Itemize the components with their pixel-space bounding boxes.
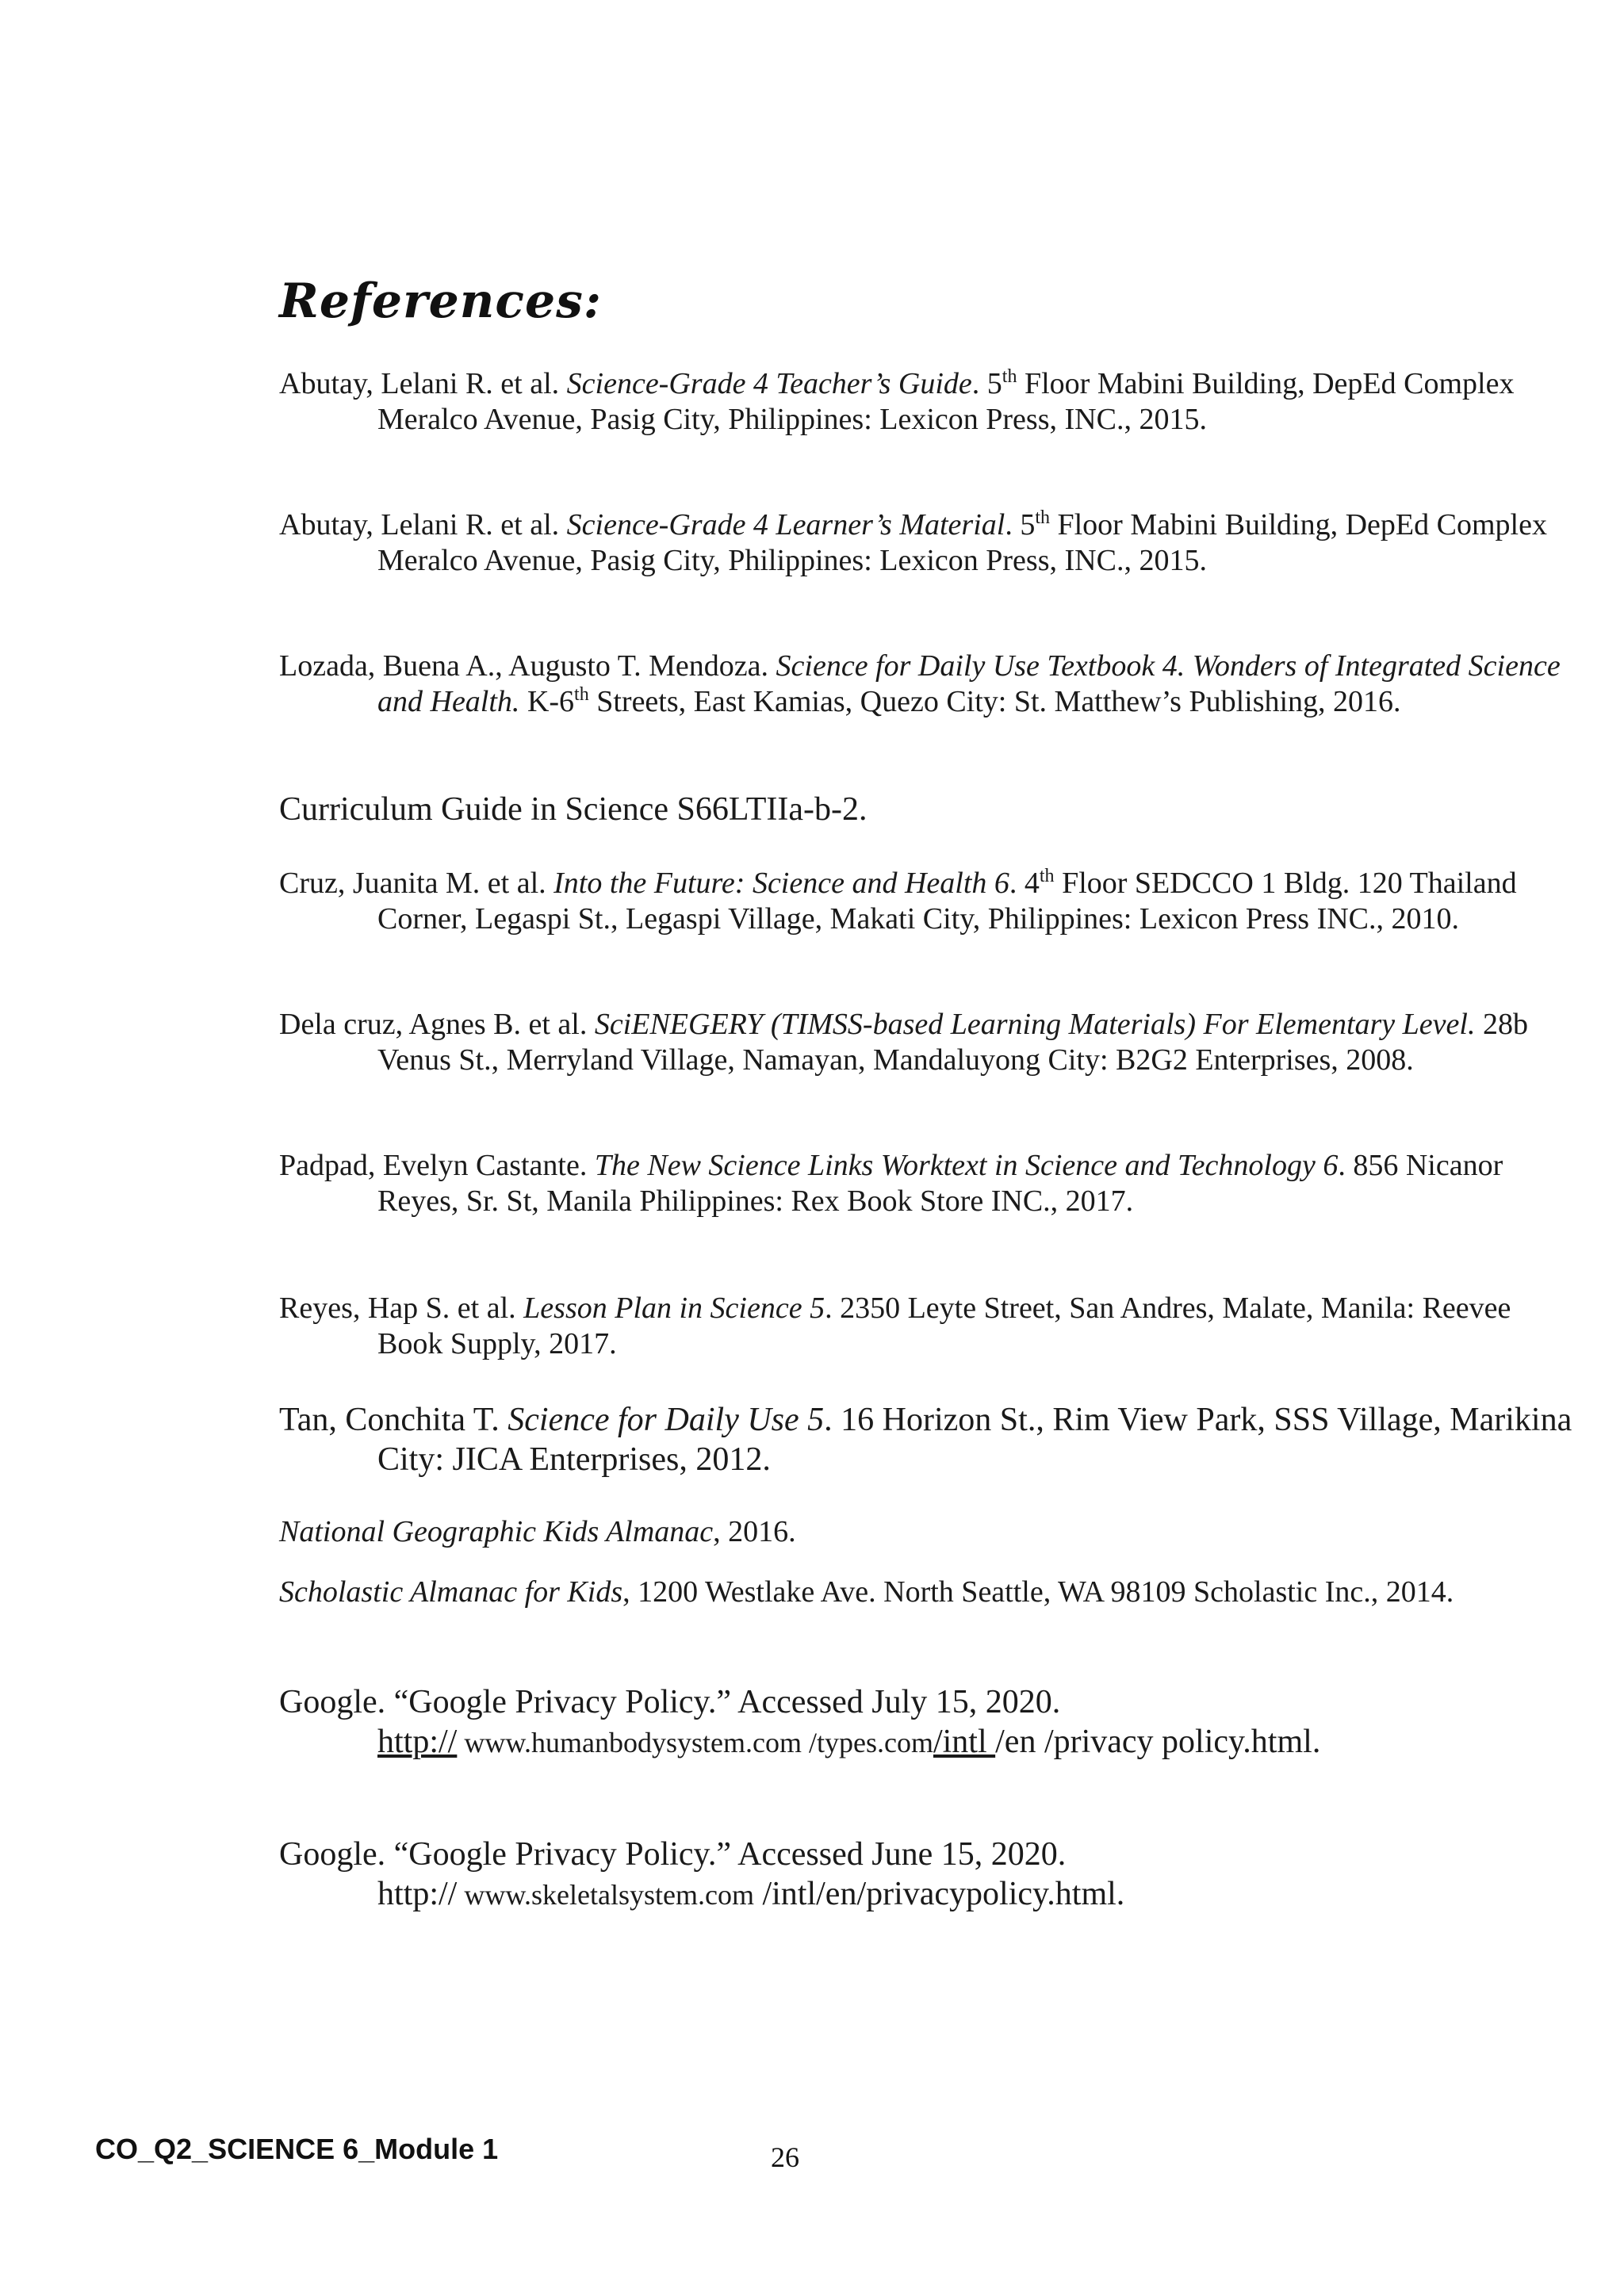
reference-title: SciENEGERY (TIMSS-based Learning Materials) For Elementary Level. xyxy=(594,1008,1476,1041)
reference-title: Into the Future: Science and Health 6 xyxy=(553,867,1009,900)
reference-entry xyxy=(279,1514,1583,1550)
reference-url: http:// xyxy=(377,1876,458,1912)
reference-entry xyxy=(279,366,1583,438)
reference-url: /en /privacy policy.html. xyxy=(995,1724,1321,1760)
reference-title: Science-Grade 4 Learner’s Material xyxy=(566,508,1005,541)
reference-superscript: th xyxy=(574,684,589,705)
reference-details: . 2350 Leyte Street, San Andres, Malate, Manila: Reevee Book Supply, 2017. xyxy=(377,1292,1511,1360)
reference-link[interactable]: http:// xyxy=(377,1724,458,1760)
reference-author: Reyes, Hap S. et al. xyxy=(279,1292,524,1325)
reference-entry xyxy=(279,1007,1583,1078)
reference-details: . 856 Nicanor Reyes, Sr. St, Manila Philippines: Rex Book Store INC., 2017. xyxy=(377,1149,1503,1218)
reference-title: Science-Grade 4 Teacher’s Guide xyxy=(566,367,972,400)
reference-text: K-6 xyxy=(519,685,575,718)
reference-text: Curriculum Guide in Science S66LTIIa-b-2. xyxy=(279,791,868,828)
reference-details: Streets, East Kamias, Quezo City: St. Matthew’s Publishing, 2016. xyxy=(588,685,1401,718)
reference-entry xyxy=(279,1835,1583,1915)
reference-entry xyxy=(279,1291,1583,1362)
reference-url: www.humanbodysystem.com /types.com xyxy=(457,1727,933,1758)
reference-text: . 4 xyxy=(1009,867,1040,900)
reference-title: The New Science Links Worktext in Science and Technology 6 xyxy=(594,1149,1339,1182)
reference-text: . 5 xyxy=(1005,508,1036,541)
reference-entry xyxy=(279,507,1583,579)
reference-author: Lozada, Buena A., Augusto T. Mendoza. xyxy=(279,649,776,683)
reference-author: Abutay, Lelani R. et al. xyxy=(279,508,567,541)
reference-author: Padpad, Evelyn Castante. xyxy=(279,1149,595,1182)
footer-module-label: CO_Q2_SCIENCE 6_Module 1 xyxy=(95,2133,499,2165)
reference-author: Abutay, Lelani R. et al. xyxy=(279,367,567,400)
reference-details: Floor Mabini Building, DepEd Complex Meralco Avenue, Pasig City, Philippines: Lexicon Press, INC., 2015. xyxy=(377,367,1515,436)
reference-title: Science for Daily Use Textbook 4. Wonders of Integrated Science and Health. xyxy=(377,649,1561,718)
reference-author: Tan, Conchita T. xyxy=(279,1402,508,1438)
reference-entry xyxy=(279,649,1583,720)
reference-url: /intl/en/privacypolicy.html. xyxy=(753,1876,1125,1912)
reference-details: , 2016. xyxy=(713,1515,796,1548)
reference-title: National Geographic Kids Almanac xyxy=(279,1515,714,1548)
reference-entry xyxy=(279,1575,1583,1610)
reference-entry xyxy=(279,1400,1583,1479)
page-number: 26 xyxy=(771,2141,799,2173)
reference-text: Google. “Google Privacy Policy.” Accessed June 15, 2020. xyxy=(279,1836,1067,1873)
reference-superscript: th xyxy=(1039,866,1055,886)
reference-title: Scholastic Almanac for Kids xyxy=(279,1575,623,1609)
reference-author: Dela cruz, Agnes B. et al. xyxy=(279,1008,595,1041)
reference-superscript: th xyxy=(1035,507,1050,528)
reference-entry xyxy=(279,866,1583,937)
page-title: References: xyxy=(279,274,603,329)
reference-url: www.skeletalsystem.com xyxy=(457,1879,754,1911)
reference-superscript: th xyxy=(1002,366,1017,387)
reference-entry xyxy=(279,790,1583,829)
reference-details: Floor SEDCCO 1 Bldg. 120 Thailand Corner, Legaspi St., Legaspi Village, Makati City, Philippines: Lexicon Press INC., 2010. xyxy=(377,867,1517,936)
reference-title: Lesson Plan in Science 5 xyxy=(523,1292,825,1325)
reference-details: , 1200 Westlake Ave. North Seattle, WA 98109 Scholastic Inc., 2014. xyxy=(622,1575,1454,1609)
reference-title: Science for Daily Use 5 xyxy=(508,1402,825,1438)
reference-details: 28b Venus St., Merryland Village, Namayan, Mandaluyong City: B2G2 Enterprises, 2008. xyxy=(377,1008,1528,1077)
reference-author: Cruz, Juanita M. et al. xyxy=(279,867,554,900)
reference-entry xyxy=(279,1682,1583,1762)
reference-link[interactable]: /intl xyxy=(933,1724,996,1760)
reference-details: Floor Mabini Building, DepEd Complex Meralco Avenue, Pasig City, Philippines: Lexicon Press, INC., 2015. xyxy=(377,508,1547,577)
reference-entry xyxy=(279,1148,1583,1219)
reference-text: . 5 xyxy=(971,367,1002,400)
reference-details: . 16 Horizon St., Rim View Park, SSS Village, Marikina City: JICA Enterprises, 2012. xyxy=(377,1402,1572,1478)
reference-text: Google. “Google Privacy Policy.” Accessed July 15, 2020. xyxy=(279,1684,1061,1720)
